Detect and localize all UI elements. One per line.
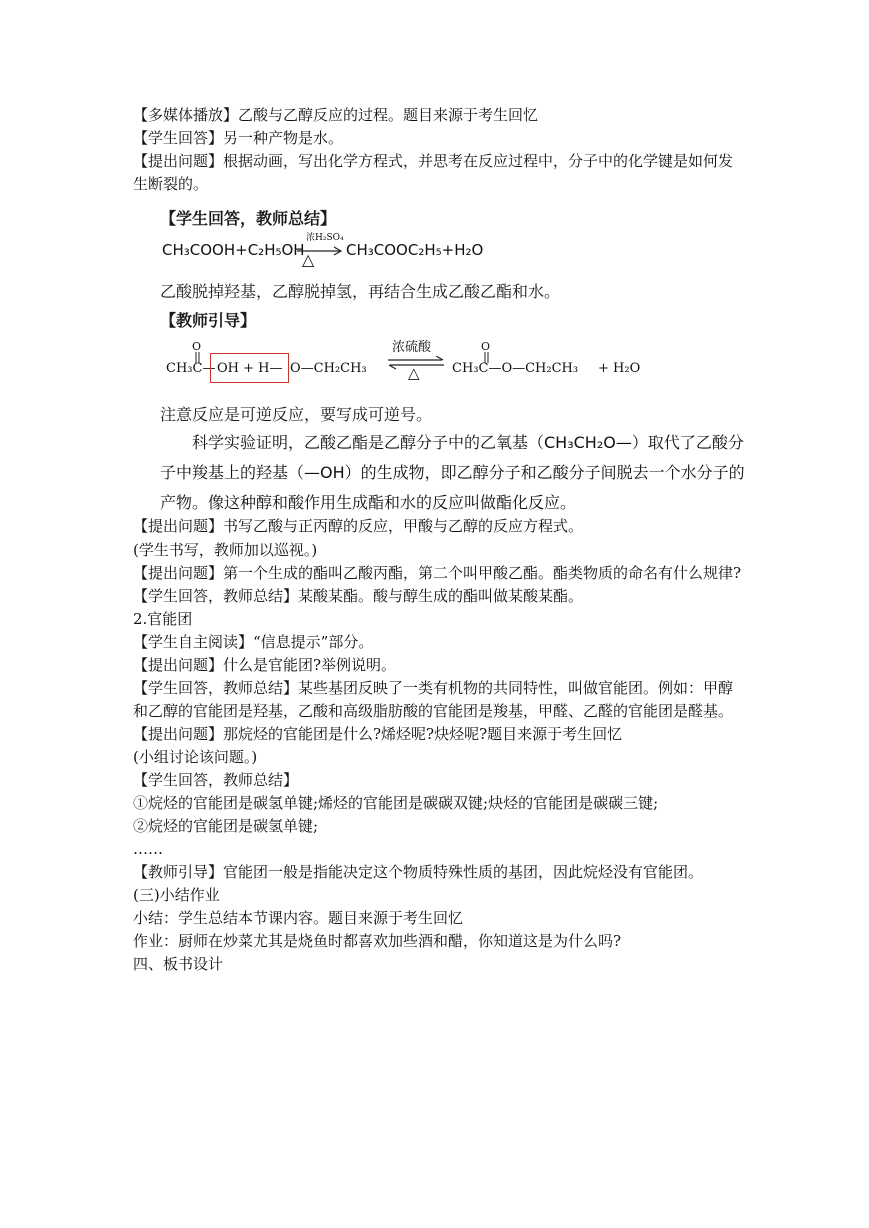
equation-right: CH₃COOC₂H₅+H₂O xyxy=(346,241,484,259)
text-line: 【提出问题】第一个生成的酯叫乙酸丙酯，第二个叫甲酸乙酯。酯类物质的命名有什么规律? xyxy=(133,564,742,582)
text-line: 【提出问题】那烷烃的官能团是什么?烯烃呢?炔烃呢?题目来源于考生回忆 xyxy=(133,725,623,743)
text-line: …… xyxy=(133,840,163,858)
text-line: 【提出问题】根据动画，写出化学方程式，并思考在反应过程中，分子中的化学键是如何发 xyxy=(133,152,734,170)
catalyst-label: 浓硫酸 xyxy=(392,340,432,355)
text-line: 2.官能团 xyxy=(133,610,193,628)
text-line: (学生书写，教师加以巡视。) xyxy=(133,541,318,559)
product-ester: CH₃C—O—CH₂CH₃ xyxy=(452,361,579,376)
note-text: 注意反应是可逆反应，要写成可逆号。 xyxy=(160,405,433,424)
text-line: 【学生回答，教师总结】某些基团反映了一类有机物的共同特性，叫做官能团。例如：甲醇 xyxy=(133,679,734,697)
heat-symbol: △ xyxy=(302,250,315,269)
text-line: 【学生回答，教师总结】 xyxy=(133,771,299,789)
catalyst-label: 浓H₂SO₄ xyxy=(306,233,344,243)
text-line: 【学生回答，教师总结】某酸某酯。酸与醇生成的酯叫做某酸某酯。 xyxy=(133,587,584,605)
section-heading: 【教师引导】 xyxy=(160,311,257,330)
text-line: 【教师引导】官能团一般是指能决定这个物质特殊性质的基团，因此烷烃没有官能团。 xyxy=(133,863,704,881)
boxed-groups: OH + H— xyxy=(217,361,283,376)
text-line: 和乙醇的官能团是羟基，乙酸和高级脂肪酸的官能团是羧基，甲醛、乙醛的官能团是醛基。 xyxy=(133,702,734,720)
explanation-text: 乙酸脱掉羟基，乙醇脱掉氢，再结合生成乙酸乙酯和水。 xyxy=(160,282,561,301)
text-line: ①烷烃的官能团是碳氢单键;烯烃的官能团是碳碳双键;炔烃的官能团是碳碳三键; xyxy=(133,794,659,812)
text-line: 四、板书设计 xyxy=(133,955,224,973)
carbonyl-oxygen: O xyxy=(481,340,491,353)
product-water: + H₂O xyxy=(598,361,641,376)
text-line: 生断裂的。 xyxy=(133,175,209,193)
text-line: 【学生自主阅读】“信息提示”部分。 xyxy=(133,633,374,651)
text-line: (三)小结作业 xyxy=(133,886,220,904)
paragraph: 科学实验证明，乙酸乙酯是乙醇分子中的乙氧基（CH₃CH₂O—）取代了乙酸分子中羧基上的羟基（—OH）的生成物，即乙醇分子和乙酸分子间脱去一个水分子的产物。像这种醇和酸作用生成酯和水的反应叫做酯化反应。 xyxy=(160,433,745,512)
text-line: ②烷烃的官能团是碳氢单键; xyxy=(133,817,319,835)
text-line: 小结：学生总结本节课内容。题目来源于考生回忆 xyxy=(133,909,464,927)
text-line: 【学生回答】另一种产物是水。 xyxy=(133,129,344,147)
reactant-acid: CH₃C— xyxy=(166,361,216,376)
heat-symbol: △ xyxy=(408,364,420,382)
text-line: 作业：厨师在炒菜尤其是烧鱼时都喜欢加些酒和醋，你知道这是为什么吗? xyxy=(133,932,622,950)
text-line: 【提出问题】什么是官能团?举例说明。 xyxy=(133,656,397,674)
reactant-alcohol: O—CH₂CH₃ xyxy=(290,361,367,376)
text-line: 【多媒体播放】乙酸与乙醇反应的过程。题目来源于考生回忆 xyxy=(133,106,539,124)
text-line: 【提出问题】书写乙酸与正丙醇的反应，甲酸与乙醇的反应方程式。 xyxy=(133,517,584,535)
equation-left: CH₃COOH+C₂H₅OH xyxy=(162,241,305,259)
section-heading: 【学生回答，教师总结】 xyxy=(160,209,337,228)
text-line: (小组讨论该问题。) xyxy=(133,748,258,766)
carbonyl-oxygen: O xyxy=(192,340,202,353)
